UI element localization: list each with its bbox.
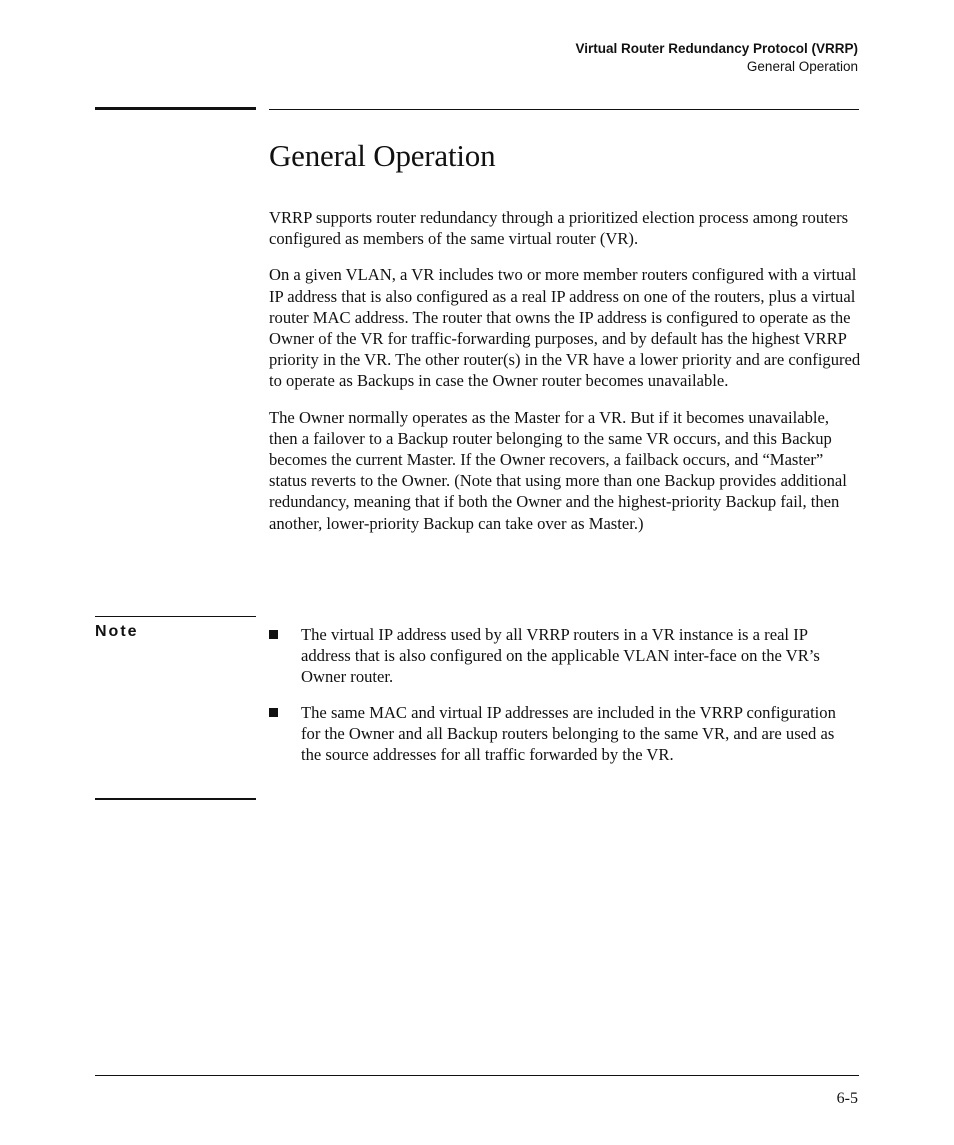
page-title: General Operation xyxy=(269,138,496,173)
paragraph-owner: The Owner normally operates as the Master for a VR. But if it becomes unavailable, then a failover to a Backup router belonging to the same VR occurs, and this Backup becomes the current Master. If the Owner recovers, a failback occurs, and “Master” status reverts to the Owner. (Note that using more than one Backup provides additional redundancy, meaning that if both the Owner and the highest-priority Backup fail, then another, lower-priority Backup can take over as Master.) xyxy=(269,407,847,533)
footer-rule xyxy=(95,1075,859,1076)
paragraph-vlan: On a given VLAN, a VR includes two or more member routers configured with a virtual IP address that is also configured as a real IP address on one of the routers, plus a virtual router MAC address. The router that owns the IP address is configured to operate as the Owner of the VR for traffic-forwarding purposes, and by default has the highest VRRP priority in the VR. The other router(s) in the VR have a lower priority and are configured to operate as Backups in case the Owner router becomes unavailable. xyxy=(269,265,861,391)
note-top-rule xyxy=(95,616,256,617)
body-text xyxy=(269,207,861,549)
margin-rule-thick xyxy=(95,107,256,110)
square-bullet-icon xyxy=(269,708,278,717)
note-item xyxy=(269,624,839,688)
page-number: 6-5 xyxy=(836,1090,858,1107)
running-header-chapter: Virtual Router Redundancy Protocol (VRRP) xyxy=(575,41,858,56)
running-header-section: General Operation xyxy=(746,59,858,74)
note-bottom-rule xyxy=(95,798,256,800)
square-bullet-icon xyxy=(269,630,278,639)
paragraph-intro: VRRP supports router redundancy through a prioritized election process among routers configured as members of the same virtual router (VR). xyxy=(269,208,849,249)
title-rule xyxy=(269,109,859,110)
note-item-text: The same MAC and virtual IP addresses are included in the VRRP configuration for the Owner and all Backup routers belonging to the same VR, and are used as the source addresses for all traffic forwarded by the VR. xyxy=(301,702,836,765)
note-label: Note xyxy=(95,623,139,640)
note-item-text: The virtual IP address used by all VRRP routers in a VR instance is a real IP address that is also configured on the applicable VLAN inter-face on the VR’s Owner router. xyxy=(301,625,820,687)
note-list xyxy=(269,624,839,779)
running-header xyxy=(575,40,858,76)
note-item xyxy=(269,702,839,766)
